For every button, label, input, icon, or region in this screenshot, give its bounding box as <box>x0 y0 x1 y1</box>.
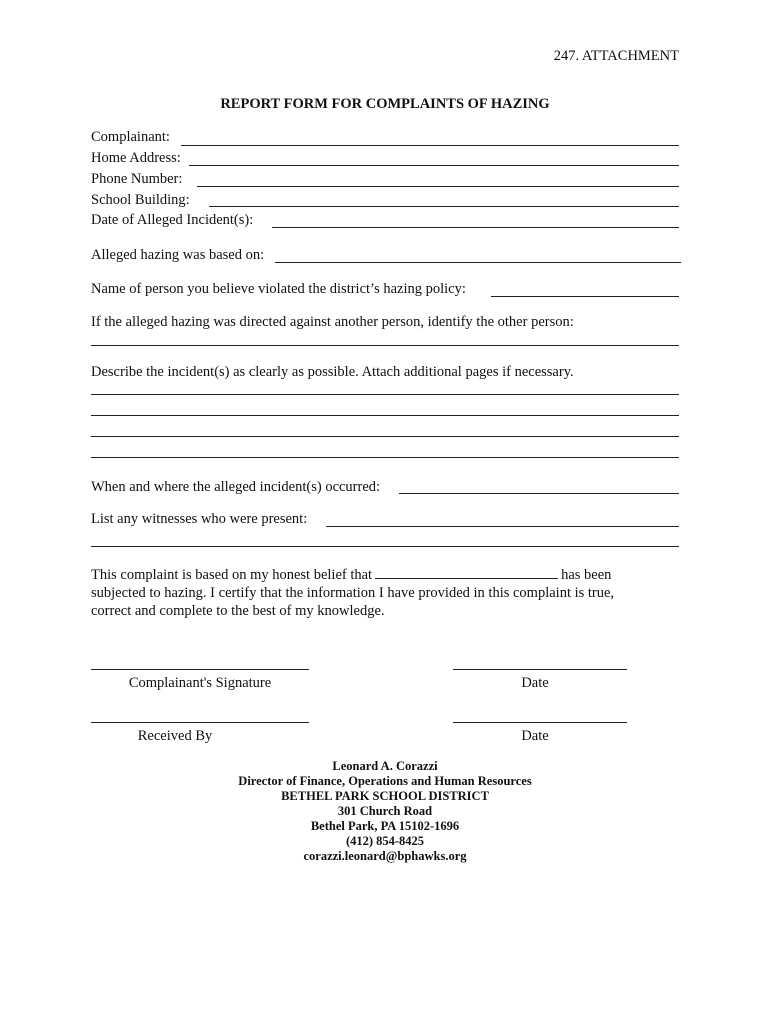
contact-phone: (412) 854-8425 <box>345 834 425 848</box>
contact-district: BETHEL PARK SCHOOL DISTRICT <box>281 789 489 803</box>
describe-line-3[interactable] <box>91 436 679 437</box>
when-where-label: When and where the alleged incident(s) occurred: <box>91 479 381 495</box>
certification-text-2: has been subjected to hazing. I certify that the information I have provided in this complaint is true, correct and complete to the best of my knowledge. <box>91 567 615 619</box>
other-person-label: If the alleged hazing was directed against another person, identify the other person: <box>91 314 574 330</box>
witnesses-label: List any witnesses who were present: <box>91 511 308 527</box>
school-building-field[interactable] <box>209 206 679 207</box>
attachment-label: 247. ATTACHMENT <box>553 48 679 64</box>
certification-paragraph <box>91 566 651 620</box>
contact-block <box>0 759 770 864</box>
date-label-2: Date <box>521 728 549 744</box>
contact-street: 301 Church Road <box>337 804 433 818</box>
home-address-field[interactable] <box>189 165 679 166</box>
witnesses-line-2[interactable] <box>91 546 679 547</box>
received-by-line[interactable] <box>91 722 309 723</box>
home-address-label: Home Address: <box>91 150 181 166</box>
form-title: REPORT FORM FOR COMPLAINTS OF HAZING <box>220 96 550 112</box>
date-label-1: Date <box>521 675 549 691</box>
describe-line-2[interactable] <box>91 415 679 416</box>
based-on-label: Alleged hazing was based on: <box>91 247 265 263</box>
date-line-1[interactable] <box>453 669 627 670</box>
contact-city: Bethel Park, PA 15102-1696 <box>310 819 460 833</box>
contact-name: Leonard A. Corazzi <box>332 759 438 773</box>
phone-number-label: Phone Number: <box>91 171 183 187</box>
complainant-signature-line[interactable] <box>91 669 309 670</box>
date-incident-label: Date of Alleged Incident(s): <box>91 212 254 228</box>
school-building-label: School Building: <box>91 192 190 208</box>
when-where-field[interactable] <box>399 493 679 494</box>
complainant-field[interactable] <box>181 145 679 146</box>
violator-field[interactable] <box>491 296 679 297</box>
hazed-person-field[interactable] <box>375 566 558 579</box>
contact-email[interactable]: corazzi.leonard@bphawks.org <box>303 849 467 863</box>
witnesses-field[interactable] <box>326 526 679 527</box>
complainant-label: Complainant: <box>91 129 170 145</box>
describe-label: Describe the incident(s) as clearly as possible. Attach additional pages if necessary. <box>91 364 574 380</box>
phone-number-field[interactable] <box>197 186 679 187</box>
describe-line-1[interactable] <box>91 394 679 395</box>
received-by-label: Received By <box>137 728 213 744</box>
contact-position: Director of Finance, Operations and Human Resources <box>238 774 532 788</box>
based-on-field[interactable] <box>275 262 681 263</box>
complainant-signature-label: Complainant's Signature <box>128 675 272 691</box>
date-line-2[interactable] <box>453 722 627 723</box>
date-incident-field[interactable] <box>272 227 679 228</box>
violator-label: Name of person you believe violated the district’s hazing policy: <box>91 281 466 297</box>
other-person-field[interactable] <box>91 345 679 346</box>
certification-text-1: This complaint is based on my honest belief that <box>91 567 373 583</box>
describe-line-4[interactable] <box>91 457 679 458</box>
